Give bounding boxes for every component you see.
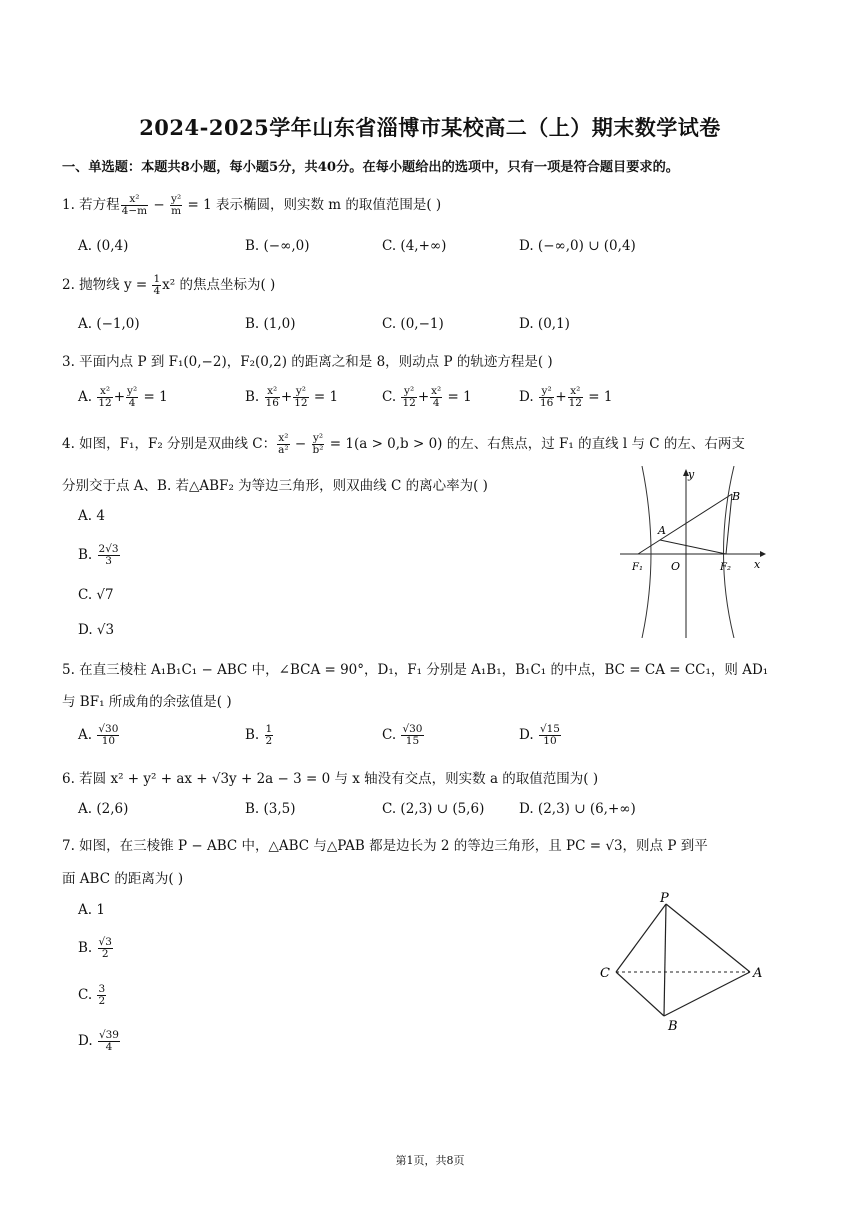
q4-option-b[interactable]: B. $\frac{2√3}{3}$ <box>78 543 119 567</box>
q1-post: = 1 表示椭圆，则实数 m 的取值范围是( ) <box>183 197 442 213</box>
question-6: 6. 若圆 x² + y² + ax + √3y + 2a − 3 = 0 与 x 轴没有交点，则实数 a 的取值范围为( ) <box>62 771 599 787</box>
q5-option-b[interactable]: B. $\frac{1}{2}$ <box>245 723 273 747</box>
q6-option-b[interactable]: B. (3,5) <box>245 801 296 817</box>
fig-label-b: B <box>668 1019 678 1034</box>
question-4-line1: 4. 如图，F₁，F₂ 分别是双曲线 C： $\frac{\text{x²}}{\text{a²}}$ − $\frac{\text{y²}}{\text{b²}}$ = 1(a > 0,b > 0) 的左、右焦点，过 F₁ 的直线 l 与 C 的左、右两支 <box>62 432 745 456</box>
q1-option-a[interactable]: A. (0,4) <box>78 238 129 254</box>
q1-option-c[interactable]: C. (4,+∞) <box>382 238 447 254</box>
q6-option-a[interactable]: A. (2,6) <box>78 801 129 817</box>
q2-pre: 2. 抛物线 y = <box>62 277 152 293</box>
fig-label-p: P <box>660 891 669 906</box>
question-4-line2: 分别交于点 A、B. 若△ABF₂ 为等边三角形，则双曲线 C 的离心率为( ) <box>62 478 488 494</box>
fig-label-f1: F₁ <box>632 562 643 573</box>
question-1: 1. 若方程 $\frac{\text{x²}}{4-m}$ − $\frac{\text{y²}}{m}$ = 1 表示椭圆，则实数 m 的取值范围是( ) <box>62 193 442 217</box>
fig-label-o: O <box>671 560 681 573</box>
question-5-line2: 与 BF₁ 所成角的余弦值是( ) <box>62 694 232 710</box>
q7-option-d[interactable]: D. $\frac{√39}{4}$ <box>78 1029 119 1053</box>
q5-option-c[interactable]: C. $\frac{√30}{15}$ <box>382 723 423 747</box>
hyperbola-figure <box>620 466 770 638</box>
q2-option-b[interactable]: B. (1,0) <box>245 316 296 332</box>
q6-option-c[interactable]: C. (2,3) ∪ (5,6) <box>382 801 485 817</box>
question-2: 2. 抛物线 y = $\frac{1}{4}$ x² 的焦点坐标为( ) <box>62 273 276 297</box>
q7-option-a[interactable]: A. 1 <box>78 902 105 918</box>
fig-label-c: C <box>600 966 610 981</box>
edge-pa <box>666 904 750 972</box>
q3-option-c[interactable]: C. $\frac{\text{y²}}{12}$ + $\frac{\text{x²}}{4}$ = 1 <box>382 385 472 409</box>
q3-option-a[interactable]: A. $\frac{\text{x²}}{12}$ + $\frac{\text{y²}}{4}$ = 1 <box>78 385 168 409</box>
q4-option-d[interactable]: D. √3 <box>78 622 115 638</box>
edge-cb <box>616 972 664 1016</box>
fig-label-a: A <box>658 524 666 537</box>
q2-option-d[interactable]: D. (0,1) <box>519 316 570 332</box>
section-heading: 一、单选题：本题共8小题，每小题5分，共40分。在每小题给出的选项中，只有一项是符合题目要求的。 <box>62 160 679 175</box>
q4-option-c[interactable]: C. √7 <box>78 587 114 603</box>
x-axis-arrow <box>760 551 766 557</box>
fig-label-f2: F₂ <box>720 562 731 573</box>
q2-post: x² 的焦点坐标为( ) <box>162 277 276 293</box>
q4-option-a[interactable]: A. 4 <box>78 508 105 524</box>
q1-option-d[interactable]: D. (−∞,0) ∪ (0,4) <box>519 238 636 254</box>
segment-a-f2 <box>660 540 726 554</box>
fig-label-b: B <box>732 490 741 503</box>
fig-label-a: A <box>753 966 763 981</box>
q7-option-b[interactable]: B. $\frac{√3}{2}$ <box>78 936 112 960</box>
q5-option-a[interactable]: A. $\frac{√30}{10}$ <box>78 723 119 747</box>
q3-option-d[interactable]: D. $\frac{\text{y²}}{16}$ + $\frac{\text{x²}}{12}$ = 1 <box>519 385 613 409</box>
q1-pre: 1. 若方程 <box>62 197 120 213</box>
fig-label-y: y <box>688 468 695 481</box>
question-3: 3. 平面内点 P 到 F₁(0,−2)，F₂(0,2) 的距离之和是 8，则动点 P 的轨迹方程是( ) <box>62 354 553 370</box>
left-branch <box>642 466 651 638</box>
tetrahedron-figure <box>596 888 772 1036</box>
fig-label-x: x <box>754 558 761 571</box>
q3-option-b[interactable]: B. $\frac{\text{x²}}{16}$ + $\frac{\text{y²}}{12}$ = 1 <box>245 385 339 409</box>
page-footer: 第1页，共8页 <box>395 1154 465 1167</box>
page-title: 2024-2025学年山东省淄博市某校高二（上）期末数学试卷 <box>139 115 721 140</box>
question-5-line1: 5. 在直三棱柱 A₁B₁C₁ − ABC 中，∠BCA = 90°，D₁，F₁ 分别是 A₁B₁，B₁C₁ 的中点，BC = CA = CC₁，则 AD₁ <box>62 662 769 678</box>
q2-option-c[interactable]: C. (0,−1) <box>382 316 444 332</box>
q1-option-b[interactable]: B. (−∞,0) <box>245 238 310 254</box>
q2-option-a[interactable]: A. (−1,0) <box>78 316 140 332</box>
edge-pc <box>616 904 666 972</box>
question-7-line1: 7. 如图，在三棱锥 P − ABC 中，△ABC 与△PAB 都是边长为 2 的等边三角形，且 PC = √3，则点 P 到平 <box>62 838 708 854</box>
q7-option-c[interactable]: C. $\frac{3}{2}$ <box>78 983 106 1007</box>
q6-option-d[interactable]: D. (2,3) ∪ (6,+∞) <box>519 801 636 817</box>
q5-option-d[interactable]: D. $\frac{√15}{10}$ <box>519 723 560 747</box>
edge-pb <box>664 904 666 1016</box>
edge-ba <box>664 972 750 1016</box>
question-7-line2: 面 ABC 的距离为( ) <box>62 871 184 887</box>
